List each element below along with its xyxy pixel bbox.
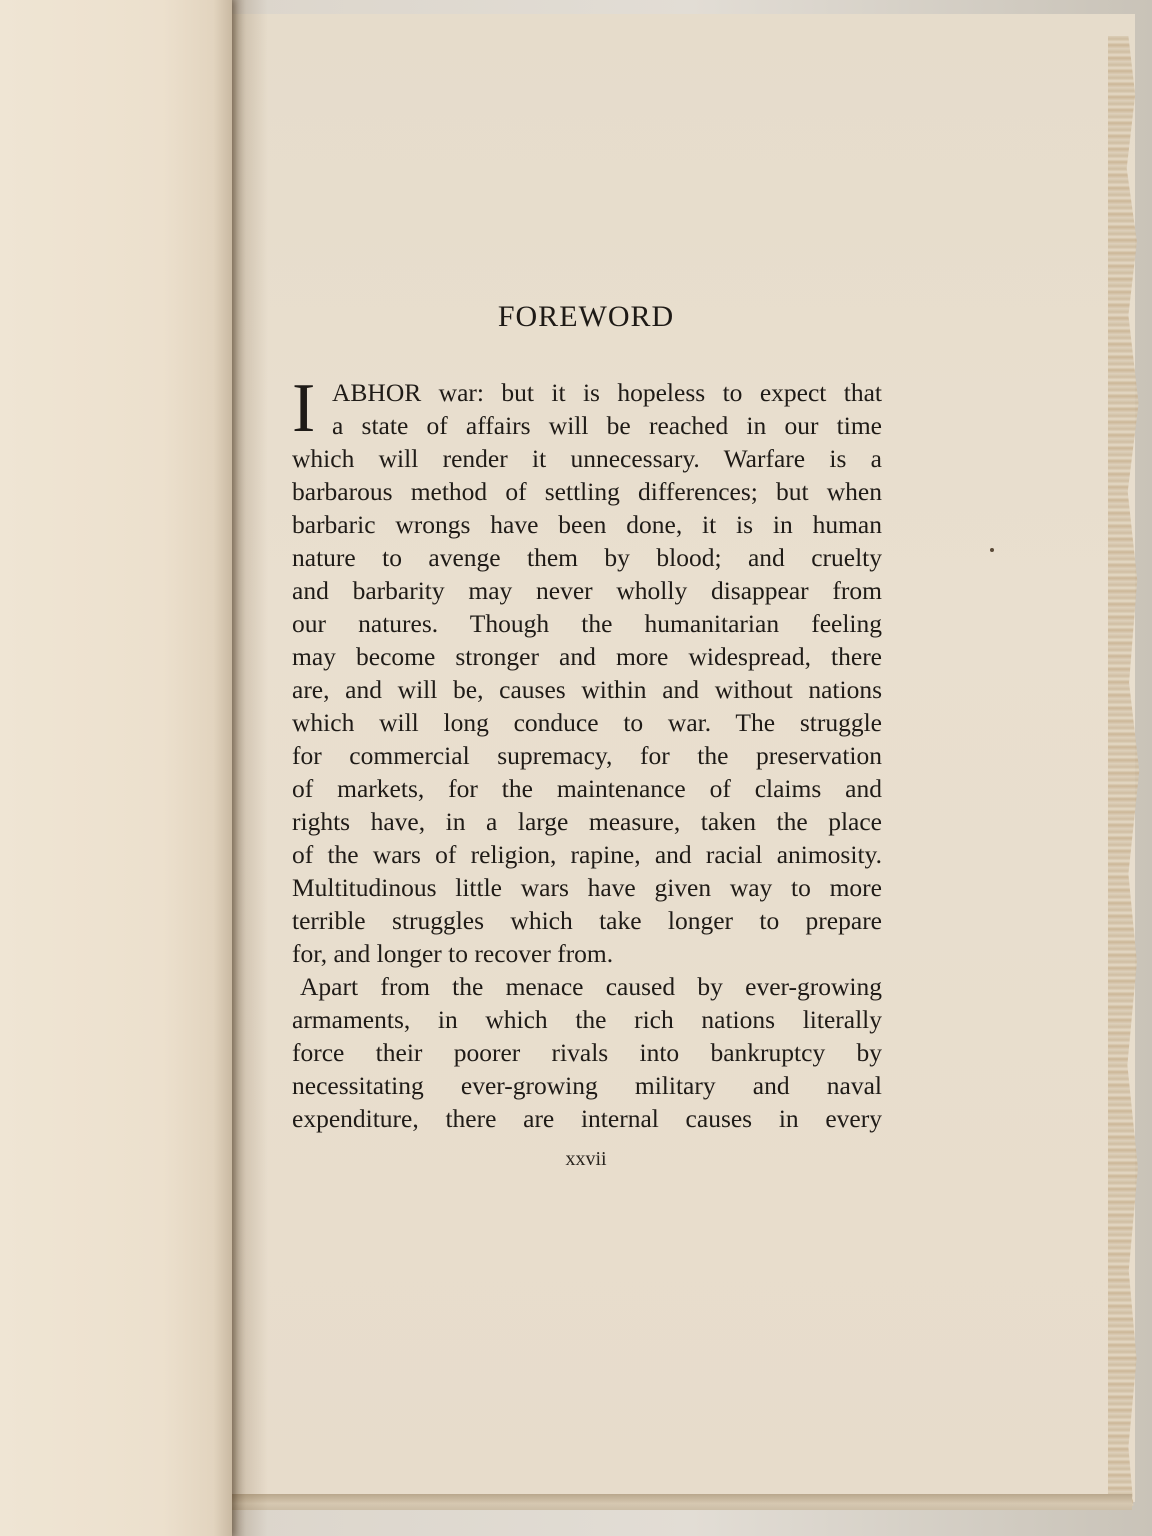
- text-line: necessitating ever-growing military and naval: [292, 1071, 882, 1100]
- body-text: [292, 370, 882, 1135]
- text-line: are, and will be, causes within and without nations: [292, 675, 882, 704]
- text-line: expenditure, there are internal causes in every: [292, 1104, 882, 1133]
- text-line: a state of affairs will be reached in our time: [332, 411, 882, 440]
- text-line: barbarous method of settling differences; but when: [292, 477, 882, 506]
- text-line: rights have, in a large measure, taken the place: [292, 807, 882, 836]
- text-line: of markets, for the maintenance of claims and: [292, 774, 882, 803]
- text-line: armaments, in which the rich nations literally: [292, 1005, 882, 1034]
- text-line: force their poorer rivals into bankruptcy by: [292, 1038, 882, 1067]
- text-line: ABHOR war: but it is hopeless to expect that: [332, 378, 882, 407]
- page-title: FOREWORD: [497, 300, 675, 333]
- text-line: for, and longer to recover from.: [292, 939, 614, 968]
- page-bottom-edge: [232, 1494, 1132, 1510]
- drop-cap: I: [292, 370, 316, 447]
- text-line: and barbarity may never wholly disappear from: [292, 576, 882, 605]
- text-line: which will long conduce to war. The struggle: [292, 708, 882, 737]
- text-line: for commercial supremacy, for the preservation: [292, 741, 882, 770]
- text-line: Apart from the menace caused by ever-growing: [300, 972, 882, 1001]
- text-line: terrible struggles which take longer to prepare: [292, 906, 882, 935]
- text-line: our natures. Though the humanitarian feeling: [292, 609, 882, 638]
- book-gutter-shadow: [228, 0, 268, 1536]
- text-line: which will render it unnecessary. Warfare is a: [292, 444, 882, 473]
- text-line: barbaric wrongs have been done, it is in human: [292, 510, 882, 539]
- left-book-page: [0, 0, 232, 1536]
- text-line: of the wars of religion, rapine, and racial animosity.: [292, 840, 882, 869]
- text-line: Multitudinous little wars have given way to more: [292, 873, 882, 902]
- text-line: may become stronger and more widespread, there: [292, 642, 882, 671]
- page-number: xxvii: [565, 1148, 607, 1170]
- paper-speck: [990, 548, 994, 552]
- text-line: nature to avenge them by blood; and cruelty: [292, 543, 882, 572]
